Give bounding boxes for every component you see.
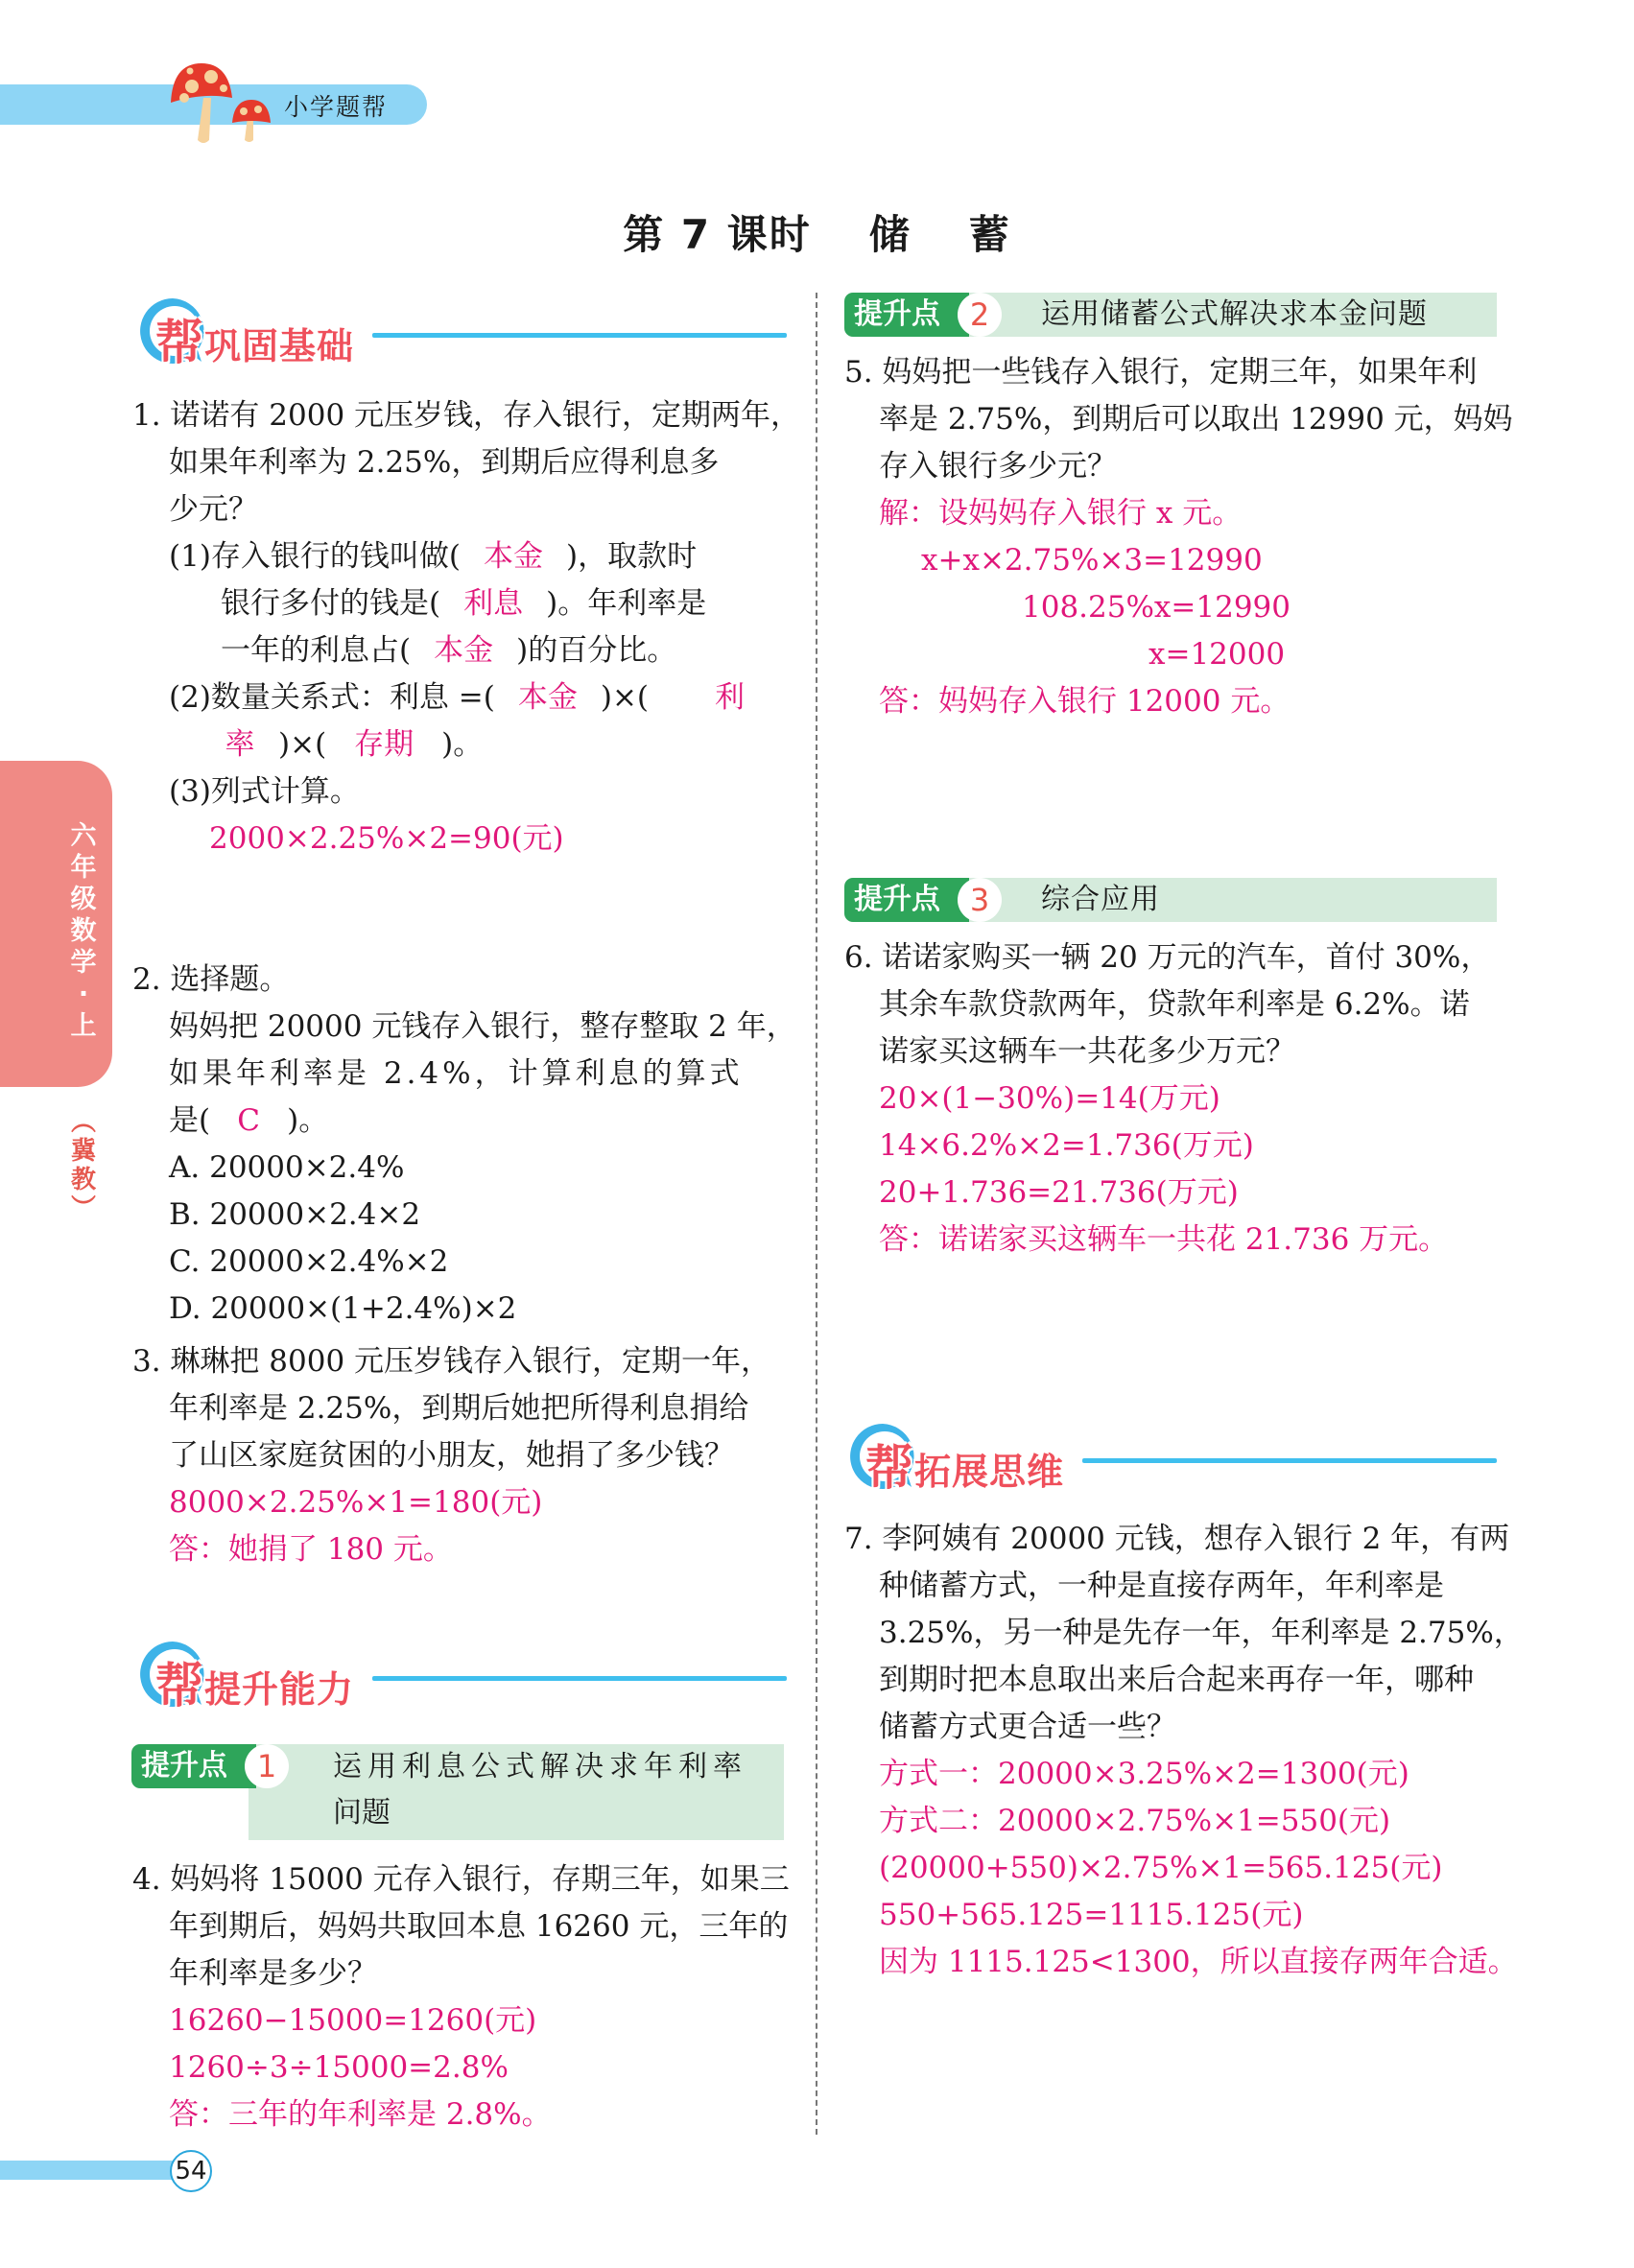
grade-char: 六 — [70, 821, 97, 851]
q4-line: 年到期后，妈妈共取回本息 16260 元，三年的 — [169, 1909, 789, 1944]
q3-line: 了山区家庭贫困的小朋友，她捐了多少钱？ — [169, 1438, 734, 1473]
q1-part2: 率 )×( 存期 )。 — [221, 721, 483, 768]
answer-line: 8000×2.25%×1=180(元) — [169, 1485, 543, 1520]
answer-line: 方式一：20000×3.25%×2=1300(元) — [879, 1757, 1409, 1791]
brand-name: 小学题帮 — [284, 93, 389, 121]
tag-title: 运用储蓄公式解决求本金问题 — [1041, 297, 1428, 331]
q4-line: 4. 妈妈将 15000 元存入银行，存期三年，如果三 — [132, 1862, 790, 1897]
q5-line: 存入银行多少元？ — [879, 449, 1117, 484]
answer-line: x+x×2.75%×3=12990 — [921, 543, 1263, 578]
q5-line: 率是 2.75%，到期后可以取出 12990 元，妈妈 — [879, 402, 1513, 437]
lesson-number: 第 7 课时 — [623, 211, 812, 258]
section-header-basics — [134, 293, 787, 369]
tag-prefix: 提升点 — [131, 1744, 256, 1788]
answer-line: 解：设妈妈存入银行 x 元。 — [879, 496, 1243, 531]
column-divider — [816, 293, 817, 2135]
q4-line: 年利率是多少？ — [169, 1956, 377, 1991]
page-number: 54 — [170, 2150, 212, 2192]
tag-title: 运用利息公式解决求年利率 — [333, 1750, 747, 1784]
section-header-improve — [134, 1636, 787, 1713]
q7-line: 到期时把本息取出来后合起来再存一年，哪种 — [879, 1663, 1474, 1697]
answer-line: 20×(1−30%)=14(万元) — [879, 1081, 1220, 1116]
grade-char: 数 — [70, 916, 97, 946]
tag-prefix: 提升点 — [844, 293, 969, 337]
grade-char: 学 — [70, 948, 97, 978]
q1-part3: (3)列式计算。 — [169, 774, 360, 809]
q2-line: 妈妈把 20000 元钱存入银行，整存整取 2 年， — [169, 1009, 796, 1044]
tag-prefix: 提升点 — [844, 878, 969, 922]
fill-blank-answer: 本金 — [434, 633, 494, 668]
section-rule — [1082, 1458, 1497, 1463]
choice-answer: C — [237, 1103, 260, 1138]
q3-line: 年利率是 2.25%，到期后她把所得利息捐给 — [169, 1391, 749, 1426]
section-badge-char: 帮 — [865, 1440, 914, 1496]
tag-point-3 — [844, 878, 1497, 922]
q1-part2: (2)数量关系式：利息 =( 本金 )×( 利 — [169, 674, 745, 721]
section-label: 巩固基础 — [204, 325, 355, 367]
q6-line: 其余车款贷款两年，贷款年利率是 6.2%。诺 — [879, 987, 1470, 1022]
fill-blank-answer: 利息 — [463, 586, 524, 621]
q1-line: 1. 诺诺有 2000 元压岁钱，存入银行，定期两年， — [132, 398, 801, 433]
answer-line: 16260−15000=1260(元) — [169, 2003, 537, 2038]
edition-label — [69, 1108, 98, 1223]
answer-line: 20+1.736=21.736(万元) — [879, 1175, 1239, 1210]
q2-line: 如果年利率是 2.4%，计算利息的算式 — [169, 1056, 744, 1091]
q2-option-b: B. 20000×2.4×2 — [169, 1197, 421, 1232]
grade-label — [69, 820, 98, 1042]
answer-line: 因为 1115.125<1300，所以直接存两年合适。 — [879, 1945, 1518, 1979]
q2-option-d: D. 20000×(1+2.4%)×2 — [169, 1291, 517, 1326]
answer-line: 方式二：20000×2.75%×1=550(元) — [879, 1804, 1391, 1838]
edition-char: ︵ — [70, 1108, 96, 1137]
answer-line: 1260÷3÷15000=2.8% — [169, 2050, 509, 2085]
q1-part1: 银行多付的钱是( 利息 )。年利率是 — [221, 580, 706, 627]
q2-blank: 是( C )。 — [169, 1098, 328, 1145]
q2-option-a: A. 20000×2.4% — [169, 1150, 405, 1185]
tag-point-1 — [131, 1744, 784, 1840]
q1-line: 少元？ — [169, 492, 258, 527]
answer-line: 14×6.2%×2=1.736(万元) — [879, 1128, 1254, 1163]
fill-blank-answer: 利 — [715, 680, 746, 715]
q7-line: 7. 李阿姨有 20000 元钱，想存入银行 2 年，有两 — [844, 1522, 1510, 1556]
fill-blank-answer: 本金 — [484, 539, 544, 574]
fill-blank-answer: 本金 — [517, 680, 578, 715]
answer-line: (20000+550)×2.75%×1=565.125(元) — [879, 1851, 1443, 1885]
page-title — [0, 203, 1634, 261]
q7-line: 3.25%，另一种是先存一年，年利率是 2.75%， — [879, 1616, 1524, 1650]
fill-blank-answer: 存期 — [354, 727, 414, 762]
answer-line: 2000×2.25%×2=90(元) — [209, 821, 564, 856]
q1-line: 如果年利率为 2.25%，到期后应得利息多 — [169, 445, 720, 480]
tag-number: 2 — [958, 293, 1002, 337]
q2-option-c: C. 20000×2.4%×2 — [169, 1244, 449, 1279]
answer-line: x=12000 — [1149, 637, 1286, 672]
q7-line: 种储蓄方式，一种是直接存两年，年利率是 — [879, 1569, 1444, 1603]
answer-line: 108.25%x=12990 — [1022, 590, 1291, 625]
section-badge-char: 帮 — [155, 315, 204, 370]
fill-blank-answer: 率 — [225, 727, 255, 762]
section-rule — [372, 1676, 787, 1681]
tag-title: 问题 — [333, 1796, 391, 1830]
q5-line: 5. 妈妈把一些钱存入银行，定期三年，如果年利 — [844, 355, 1478, 390]
q3-line: 3. 琳琳把 8000 元压岁钱存入银行，定期一年， — [132, 1344, 771, 1379]
lesson-topic-1: 储 — [868, 211, 912, 258]
grade-char: 上 — [70, 1011, 97, 1041]
q7-line: 储蓄方式更合适一些？ — [879, 1710, 1176, 1744]
answer-line: 答：妈妈存入银行 12000 元。 — [879, 684, 1291, 719]
answer-line: 答：诺诺家买这辆车一共花 21.736 万元。 — [879, 1222, 1449, 1257]
section-rule — [372, 333, 787, 338]
edition-char: 教 — [70, 1166, 96, 1194]
grade-char: 级 — [70, 885, 97, 914]
section-label: 拓展思维 — [914, 1451, 1065, 1493]
answer-line: 答：她捐了 180 元。 — [169, 1532, 453, 1567]
footer-bar — [0, 2161, 173, 2180]
tag-number: 3 — [958, 878, 1002, 922]
mushroom-icon — [165, 59, 280, 146]
section-badge-char: 帮 — [155, 1658, 204, 1713]
tag-number: 1 — [245, 1744, 289, 1788]
q1-part1: 一年的利息占( 本金 )的百分比。 — [221, 627, 676, 674]
answer-line: 答：三年的年利率是 2.8%。 — [169, 2097, 552, 2132]
q1-part1: (1)存入银行的钱叫做( 本金 )，取款时 — [169, 533, 697, 580]
edition-char: 冀 — [70, 1137, 96, 1166]
edition-char: ︶ — [70, 1194, 96, 1223]
q2-line: 2. 选择题。 — [132, 962, 290, 997]
tag-point-2 — [844, 293, 1497, 337]
tag-title: 综合应用 — [1041, 883, 1160, 916]
q6-line: 诺家买这辆车一共花多少万元？ — [879, 1034, 1295, 1069]
grade-char: · — [78, 980, 89, 1009]
lesson-topic-2: 蓄 — [968, 211, 1011, 258]
section-header-extend — [844, 1418, 1497, 1495]
answer-line: 550+565.125=1115.125(元) — [879, 1898, 1304, 1932]
q6-line: 6. 诺诺家购买一辆 20 万元的汽车，首付 30%， — [844, 940, 1491, 975]
grade-char: 年 — [70, 853, 97, 883]
section-label: 提升能力 — [204, 1668, 355, 1711]
